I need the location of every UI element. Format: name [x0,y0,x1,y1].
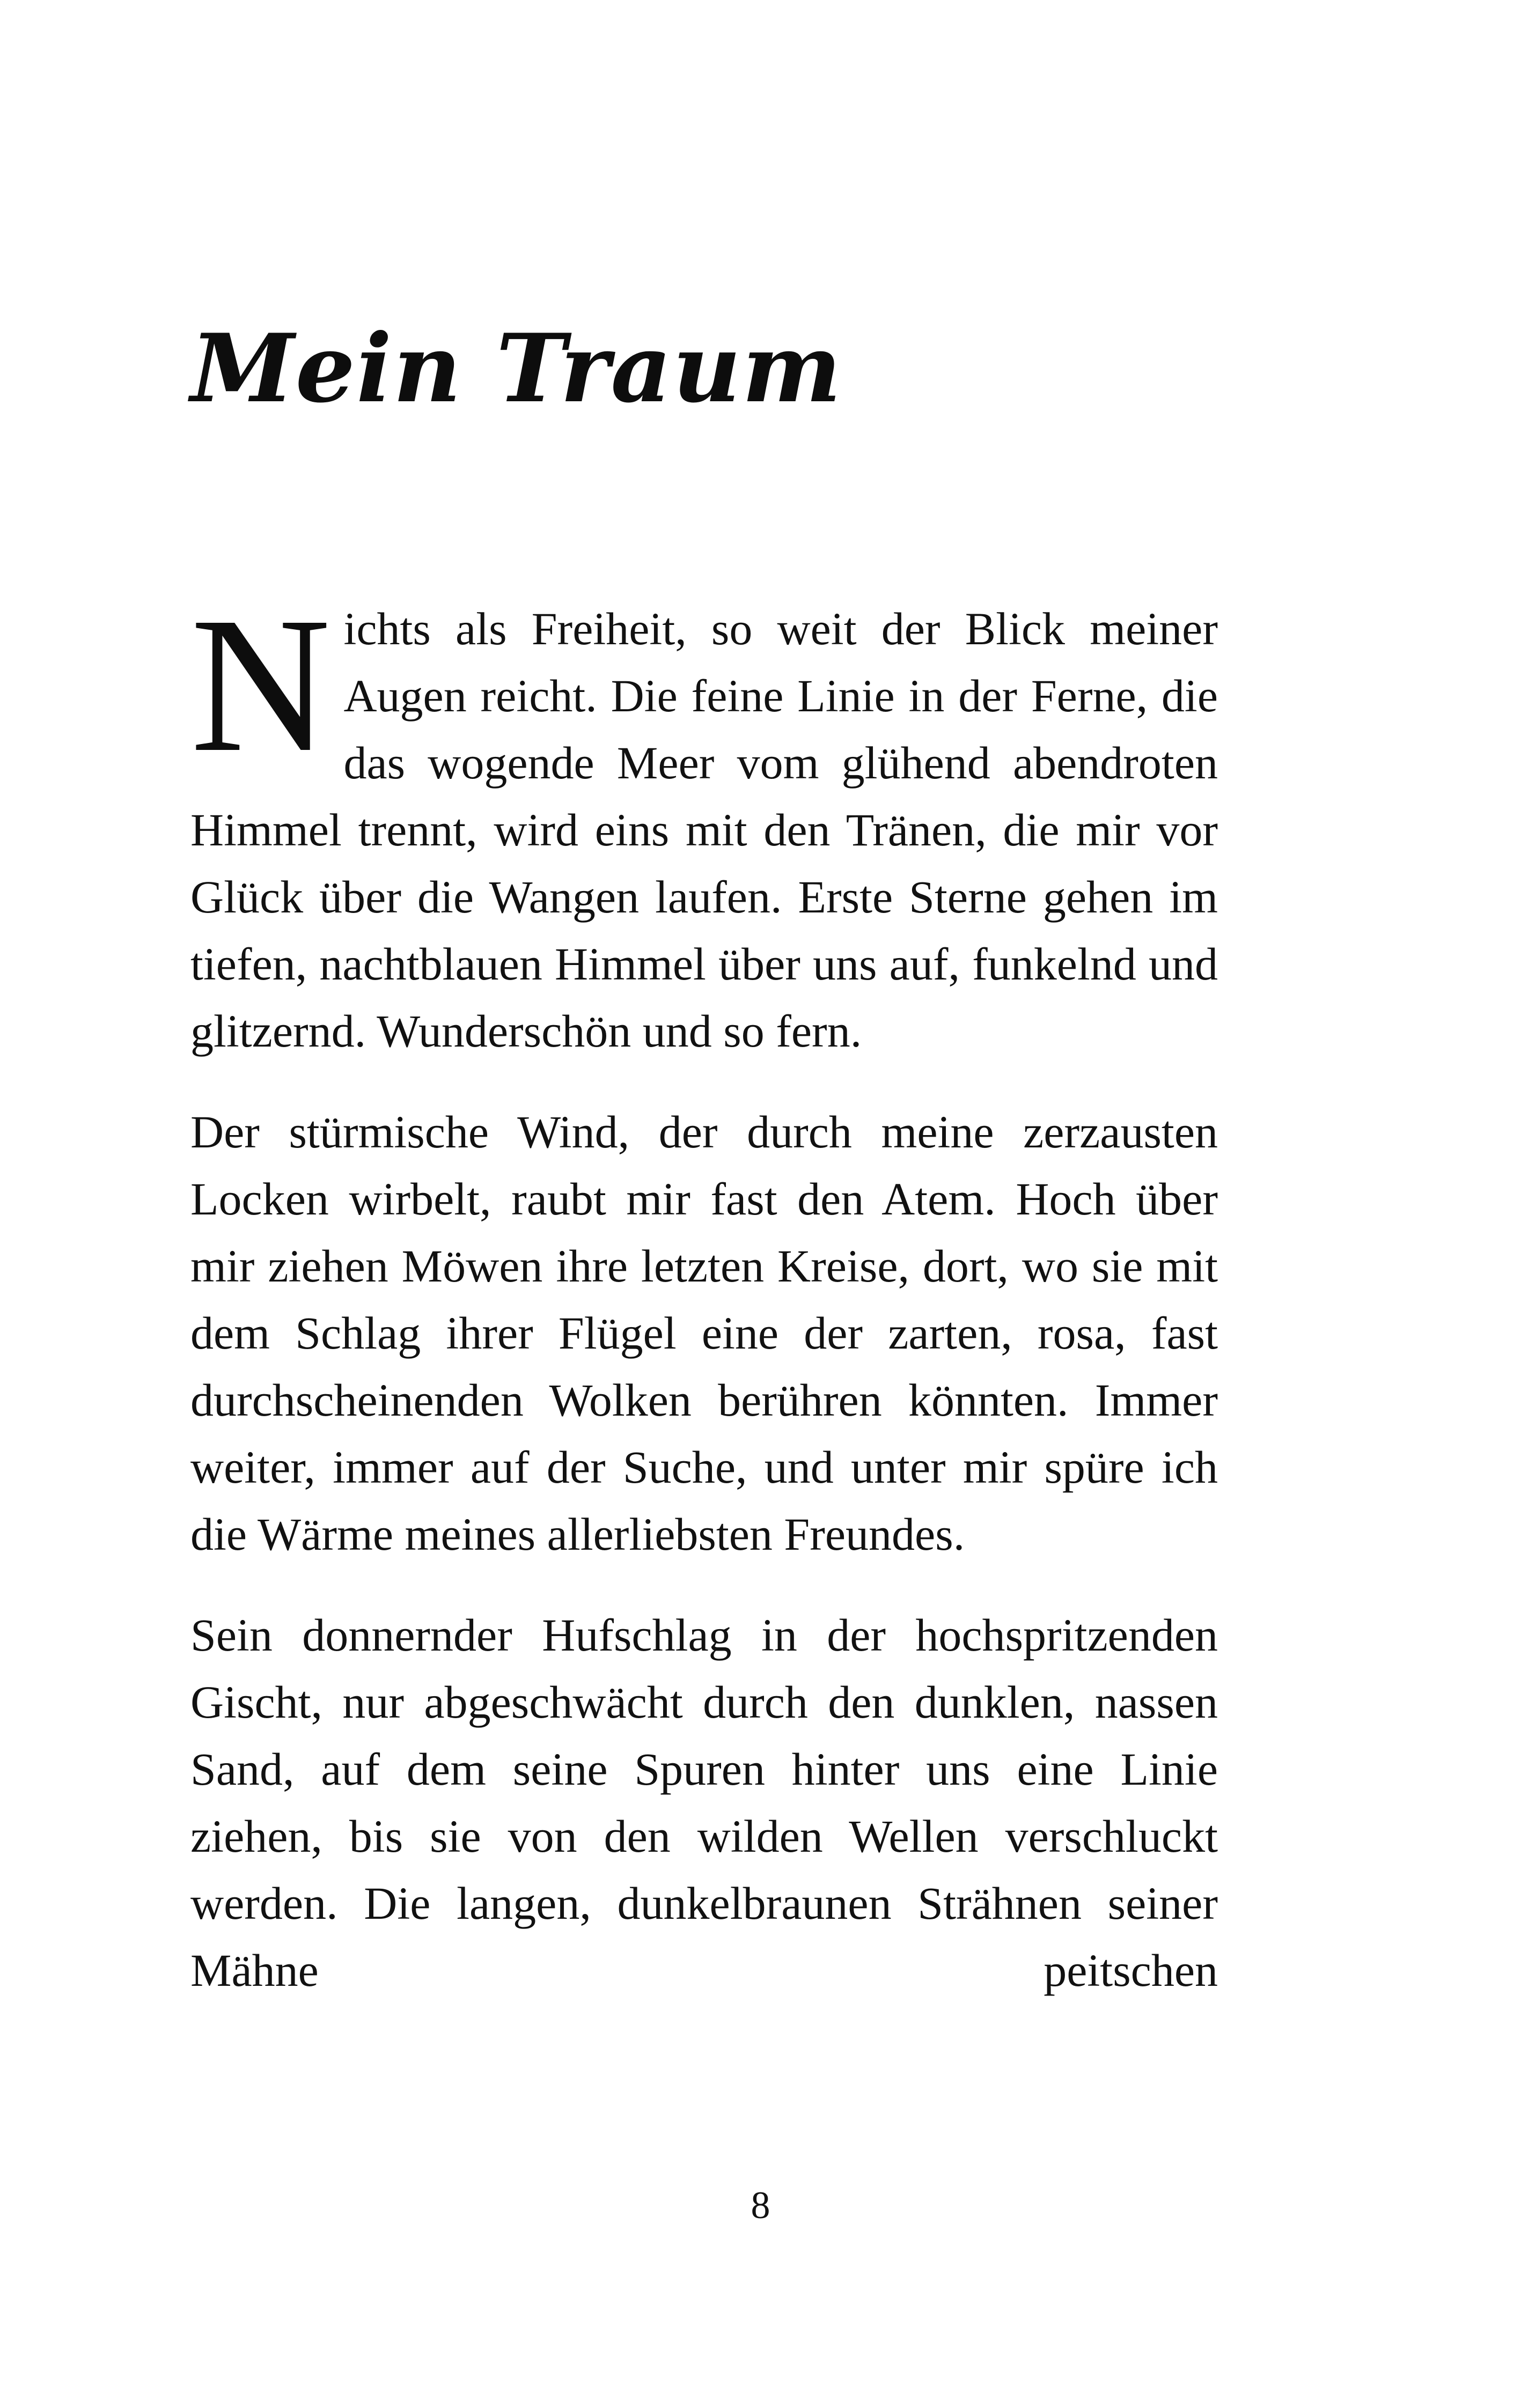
paragraph-2-text: Der stürmische Wind, der durch meine zerzausten Locken wirbelt, raubt mir fast den Atem. Hoch über mir ziehen Möwen ihre letzten Kreise, dort, wo sie mit dem Schlag ihrer Flügel eine der zarten, rosa, fast durchscheinenden Wolken berühren könnten. Immer weiter, immer auf der Suche, und unter mir spüre ich die Wärme meines allerliebsten Freundes. [190,1106,1218,1560]
paragraph-1 [190,577,1218,1065]
drop-cap-letter: N [190,577,331,792]
paragraph-3 [190,1602,1218,2004]
chapter-title: Mein Traum [190,314,843,424]
paragraph-1-text: ichts als Freiheit, so weit der Blick meiner Augen reicht. Die feine Linie in der Ferne, die das wogende Meer vom glühend abendroten Himmel trennt, wird eins mit den Tränen, die mir vor Glück über die Wangen laufen. Erste Sterne gehen im tiefen, nachtblauen Himmel über uns auf, funkelnd und glitzernd. Wunderschön und so fern. [190,603,1218,1057]
body-text [190,577,1218,2004]
paragraph-2 [190,1099,1218,1568]
page-number: 8 [751,2184,770,2227]
paragraph-3-text: Sein donnernder Hufschlag in der hochspritzenden Gischt, nur abgeschwächt durch den dunklen, nassen Sand, auf dem seine Spuren hinter uns eine Linie ziehen, bis sie von den wilden Wellen verschluckt werden. Die langen, dunkelbraunen Strähnen seiner Mähne peitschen [190,1609,1218,1996]
